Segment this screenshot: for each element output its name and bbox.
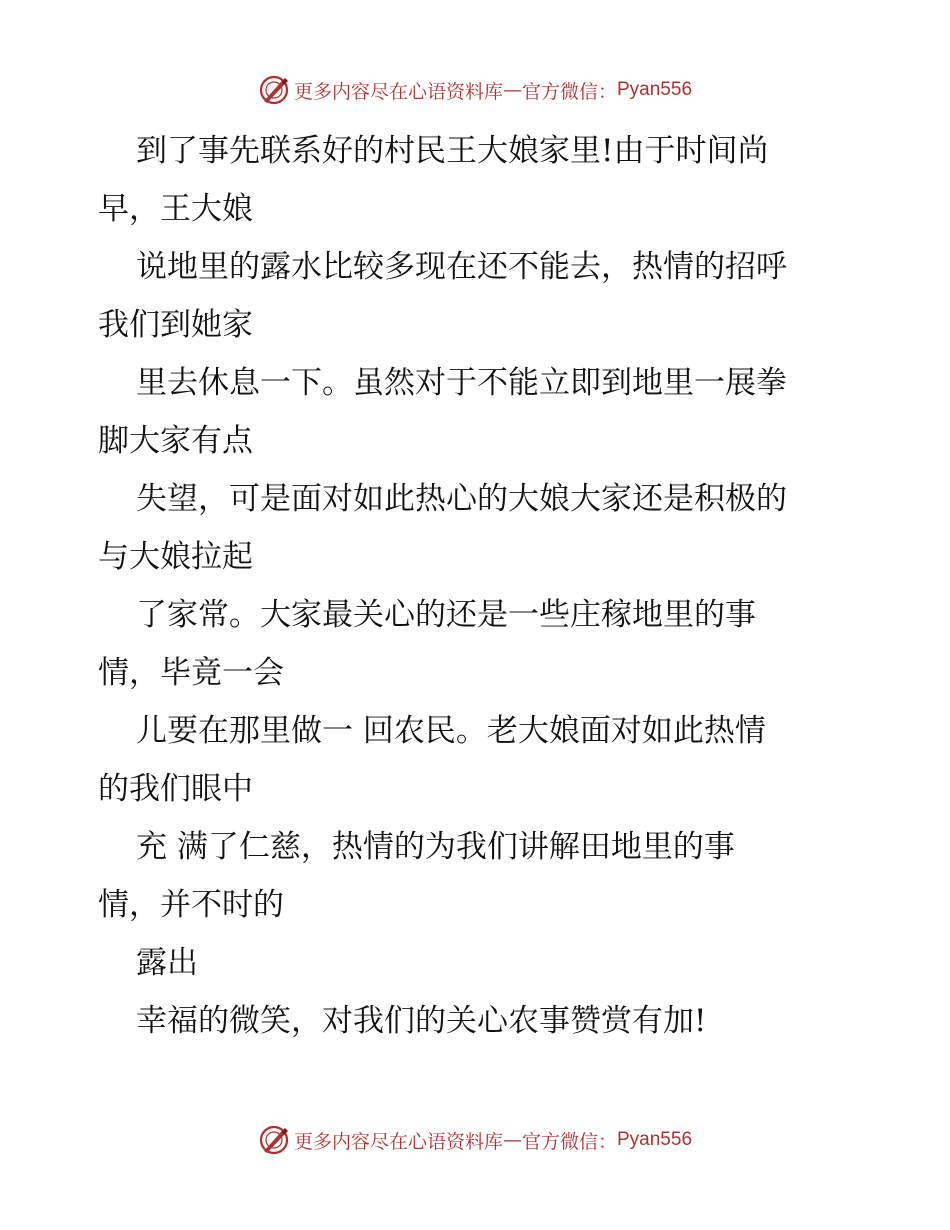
wechat-id: Pyan556 <box>617 79 693 100</box>
pen-logo-icon <box>258 1124 290 1156</box>
header-watermark <box>0 70 950 110</box>
site-name-text: 更多内容尽在心语资料库 <box>293 1130 503 1153</box>
site-name-text: 更多内容尽在心语资料库 <box>293 80 503 103</box>
text-line: 了家常。大家最关心的还是一些庄稼地里的事 <box>136 597 756 633</box>
text-line: 早，王大娘 <box>98 191 253 227</box>
wechat-label: 官方微信： <box>521 80 617 103</box>
text-line: 与大娘拉起 <box>98 539 253 575</box>
text-line: 我们到她家 <box>98 307 253 343</box>
text-line: 的我们眼中 <box>98 771 253 807</box>
wechat-label: 官方微信： <box>521 1130 617 1153</box>
pen-logo-icon <box>258 74 290 106</box>
text-line: 幸福的微笑，对我们的关心农事赞赏有加! <box>136 1003 707 1039</box>
text-line: 露出 <box>136 945 198 981</box>
text-line: 失望，可是面对如此热心的大娘大家还是积极的 <box>136 481 787 517</box>
text-line: 儿要在那里做一 回农民。老大娘面对如此热情 <box>136 713 766 749</box>
text-line: 充 满了仁慈，热情的为我们讲解田地里的事 <box>136 829 735 865</box>
dash-separator: — <box>502 1129 522 1151</box>
text-line: 说地里的露水比较多现在还不能去，热情的招呼 <box>136 249 787 285</box>
wechat-id: Pyan556 <box>617 1129 693 1150</box>
footer-watermark <box>0 1120 950 1160</box>
text-line: 情，并不时的 <box>98 887 284 923</box>
text-line: 情，毕竟一会 <box>98 655 284 691</box>
text-line: 里去休息一下。虽然对于不能立即到地里一展拳 <box>136 365 787 401</box>
text-line: 到了事先联系好的村民王大娘家里!由于时间尚 <box>136 133 769 169</box>
body-text <box>98 122 858 1050</box>
dash-separator: — <box>502 79 522 101</box>
text-line: 脚大家有点 <box>98 423 253 459</box>
